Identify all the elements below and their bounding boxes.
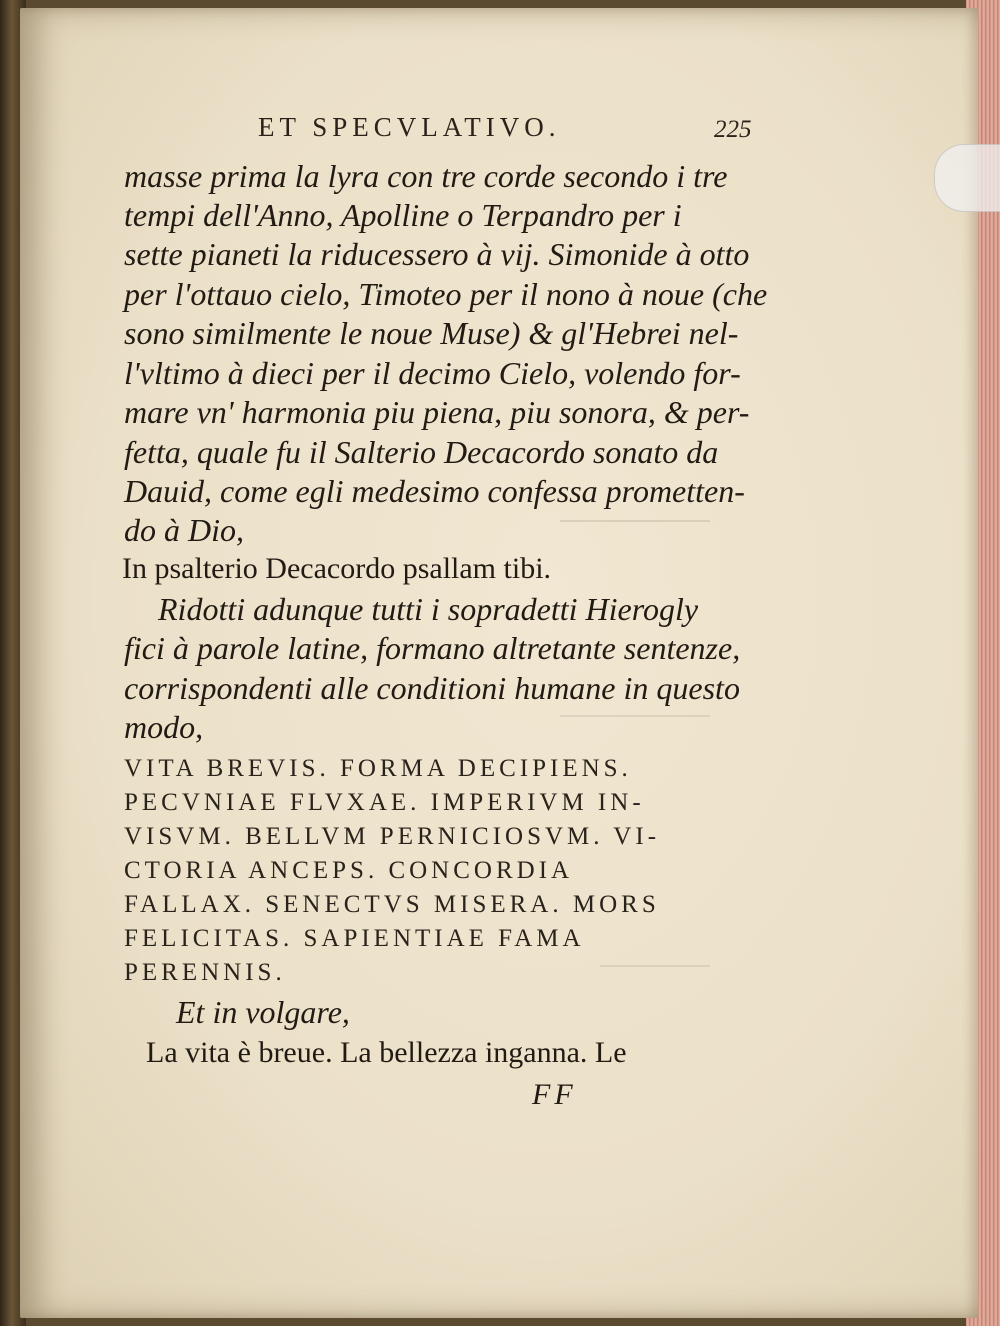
paragraph-line: fici à parole latine, formano altretante sentenze, xyxy=(124,630,741,666)
body-line: per l'ottauo cielo, Timoteo per il nono à noue (che xyxy=(124,276,768,312)
page-marker-tab xyxy=(934,144,1000,212)
body-line: masse prima la lyra con tre corde secondo i tre xyxy=(124,158,728,194)
latin-caps-line: PERENNIS. xyxy=(124,959,286,986)
volgare-intro: Et in volgare, xyxy=(176,994,350,1030)
psalm-quote: In psalterio Decacordo psallam tibi. xyxy=(122,552,552,585)
bleed-through xyxy=(600,965,710,979)
body-line: sono similmente le noue Muse) & gl'Hebrei nel- xyxy=(124,315,739,351)
latin-caps-line: FELICITAS. SAPIENTIAE FAMA xyxy=(124,925,585,952)
page-number: 225 xyxy=(714,116,752,143)
paragraph-line: corrispondenti alle conditioni humane in questo xyxy=(124,670,740,706)
running-title: ET SPECVLATIVO. xyxy=(258,112,561,142)
paragraph-line: Ridotti adunque tutti i sopradetti Hierogly xyxy=(158,591,699,627)
body-line: sette pianeti la riducessero à vij. Simonide à otto xyxy=(124,236,750,272)
latin-caps-line: VISVM. BELLVM PERNICIOSVM. VI- xyxy=(124,823,661,850)
latin-caps-line: FALLAX. SENECTVS MISERA. MORS xyxy=(124,891,660,918)
last-line: La vita è breue. La bellezza inganna. Le xyxy=(146,1036,627,1069)
body-line: fetta, quale fu il Salterio Decacordo sonato da xyxy=(124,434,719,470)
body-line: l'vltimo à dieci per il decimo Cielo, volendo for- xyxy=(124,355,741,391)
body-line: do à Dio, xyxy=(124,512,244,548)
signature-mark: FF xyxy=(532,1078,577,1111)
latin-caps-line: PECVNIAE FLVXAE. IMPERIVM IN- xyxy=(124,789,645,816)
body-line: mare vn' harmonia piu piena, piu sonora, & per- xyxy=(124,394,750,430)
latin-caps-line: VITA BREVIS. FORMA DECIPIENS. xyxy=(124,755,632,782)
body-line: tempi dell'Anno, Apolline o Terpandro per i xyxy=(124,197,682,233)
paragraph-line: modo, xyxy=(124,709,204,745)
latin-caps-line: CTORIA ANCEPS. CONCORDIA xyxy=(124,857,574,884)
body-line: Dauid, come egli medesimo confessa prometten- xyxy=(124,473,745,509)
